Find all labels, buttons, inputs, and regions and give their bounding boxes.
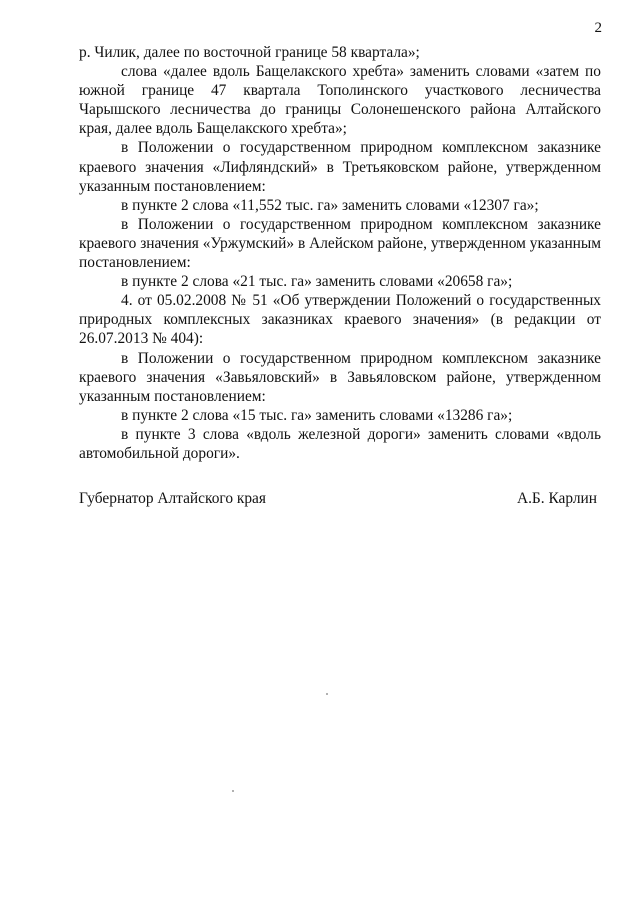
page-number: 2 — [594, 20, 602, 36]
paragraph-5: в Положении о государственном природном комплексном заказнике краевого значения «Уржумский» в Алейском районе, утвержденном указанным постановлением: — [79, 215, 601, 272]
paragraph-2: слова «далее вдоль Бащелакского хребта» заменить словами «затем по южной границе 47 квартала Тополинского участкового лесничества Чарышского лесничества до границы Солонешенского района Алтайского края, далее вдоль Бащелакского хребта»; — [79, 63, 601, 138]
paragraph-7: 4. от 05.02.2008 № 51 «Об утверждении Положений о государственных природных комплексных заказниках краевого значения» (в редакции от 26.07.2013 № 404): — [79, 292, 601, 348]
paragraph-6: в пункте 2 слова «21 тыс. га» заменить словами «20658 га»; — [121, 273, 513, 291]
paragraph-8: в Положении о государственном природном комплексном заказнике краевого значения «Завьяловский» в Завьяловском районе, утвержденном указанным постановлением: — [79, 349, 601, 405]
signatory-position: Губернатор Алтайского края — [79, 490, 266, 507]
paragraph-10: в пункте 3 слова «вдоль железной дороги» заменить словами «вдоль автомобильной дороги». — [79, 425, 601, 462]
signature-block — [79, 490, 597, 508]
paragraph-9: в пункте 2 слова «15 тыс. га» заменить словами «13286 га»; — [121, 406, 513, 424]
document-body — [79, 43, 601, 463]
paragraph-3: в Положении о государственном природном комплексном заказнике краевого значения «Лифляндский» в Третьяковском районе, утвержденном указанным постановлением: — [79, 139, 601, 195]
scan-speck — [326, 693, 328, 695]
paragraph-4: в пункте 2 слова «11,552 тыс. га» заменить словами «12307 га»; — [121, 196, 539, 214]
scan-speck — [232, 790, 234, 792]
paragraph-1: р. Чилик, далее по восточной границе 58 квартала»; — [79, 44, 420, 61]
signatory-name: А.Б. Карлин — [516, 490, 597, 507]
